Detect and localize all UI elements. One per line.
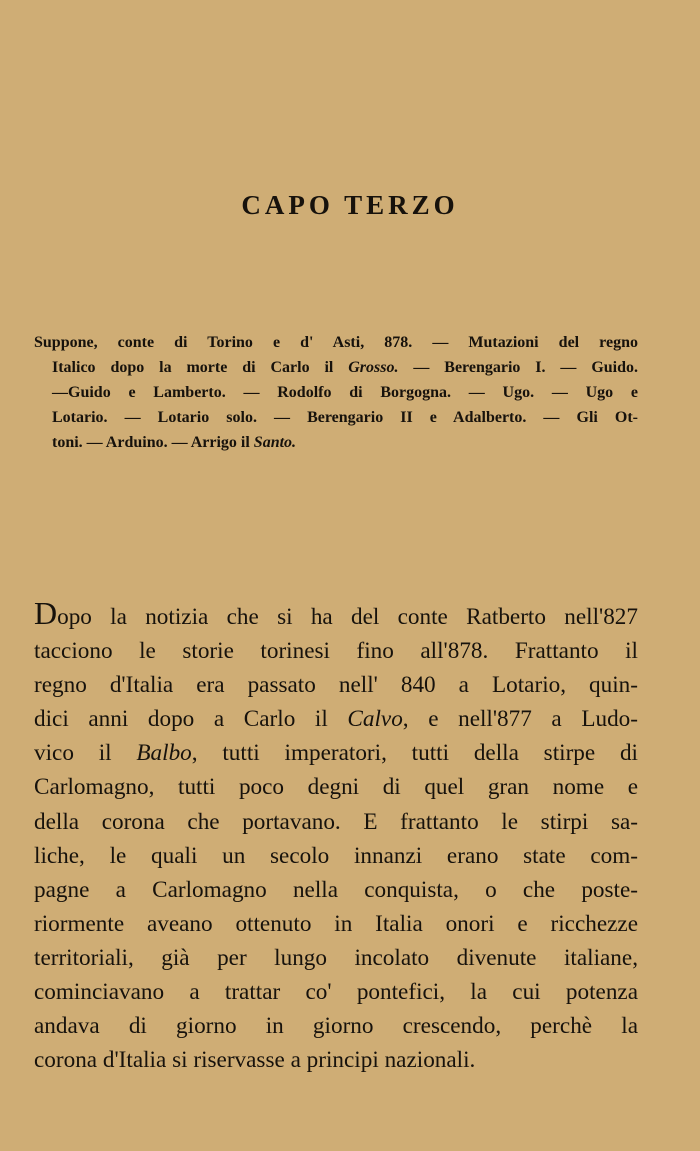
body-text: , e nell'877 a Ludo- bbox=[402, 706, 638, 733]
chapter-summary bbox=[34, 330, 638, 455]
body-line: Carlomagno, tutti poco degni di quel gran nome e bbox=[34, 774, 638, 801]
summary-text: — Berengario I. — Guido. bbox=[398, 359, 639, 376]
body-line: regno d'Italia era passato nell' 840 a Lotario, quin- bbox=[34, 672, 638, 699]
body-line: andava di giorno in giorno crescendo, perchè la bbox=[34, 1013, 638, 1040]
body-text: , tutti imperatori, tutti della stirpe di bbox=[191, 740, 639, 767]
body-line: territoriali, già per lungo incolato divenute italiane, bbox=[34, 944, 638, 971]
summary-line: Lotario. — Lotario solo. — Berengario II e Adalberto. — Gli Ot- bbox=[52, 409, 638, 426]
drop-cap: D bbox=[34, 595, 58, 631]
body-line: cominciavano a trattar co' pontefici, la cui potenza bbox=[34, 979, 638, 1006]
body-line: tacciono le storie torinesi fino all'878. Frattanto il bbox=[34, 638, 638, 665]
body-italic: Calvo bbox=[347, 706, 403, 733]
body-line: riormente aveano ottenuto in Italia onori e ricchezze bbox=[34, 910, 638, 937]
body-line: della corona che portavano. E frattanto le stirpi sa- bbox=[34, 808, 638, 835]
summary-italic: Santo. bbox=[253, 434, 297, 451]
summary-line: Suppone, conte di Torino e d' Asti, 878. — Mutazioni del regno bbox=[34, 334, 638, 351]
chapter-title: CAPO TERZO bbox=[241, 190, 459, 220]
summary-line: —Guido e Lamberto. — Rodolfo di Borgogna. — Ugo. — Ugo e bbox=[52, 384, 638, 401]
summary-text: toni. — Arduino. — Arrigo il bbox=[52, 434, 254, 451]
summary-line bbox=[34, 430, 638, 455]
body-text: vico il bbox=[34, 740, 137, 767]
body-text: dici anni dopo a Carlo il bbox=[34, 706, 348, 733]
body-line bbox=[34, 702, 638, 736]
body-italic: Balbo bbox=[136, 740, 192, 767]
summary-italic: Grosso. bbox=[348, 359, 399, 376]
summary-line bbox=[34, 355, 638, 380]
body-line: pagne a Carlomagno nella conquista, o che poste- bbox=[34, 876, 638, 903]
body-line bbox=[34, 736, 638, 770]
body-line: liche, le quali un secolo innanzi erano state com- bbox=[34, 842, 638, 869]
summary-text: Italico dopo la morte di Carlo il bbox=[52, 359, 349, 376]
body-line bbox=[34, 595, 638, 634]
body-text: opo la notizia che si ha del conte Ratberto nell'827 bbox=[57, 604, 638, 630]
body-line: corona d'Italia si riservasse a principi nazionali. bbox=[34, 1047, 476, 1074]
body-paragraph bbox=[34, 595, 639, 1077]
